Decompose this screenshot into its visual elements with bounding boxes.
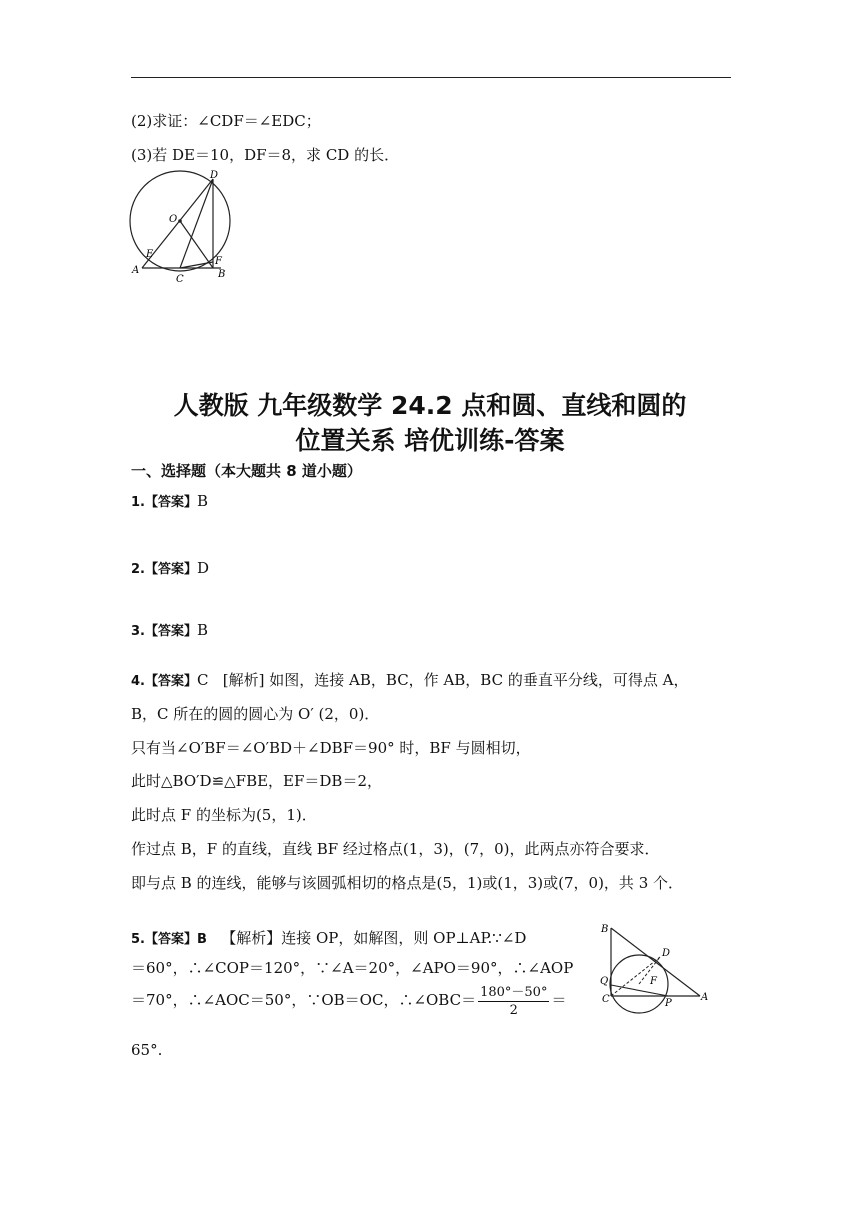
center-point	[178, 219, 182, 223]
fraction: $\frac{180^\circ-50^\circ}{2}$	[480, 984, 548, 1018]
label-a2: A	[701, 992, 709, 1003]
answer-4-line1: 4.【答案】C [解析] 如图，连接 AB，BC，作 AB，BC 的垂直平分线，可得点 A，	[131, 671, 689, 689]
answer-4-line4: 此时△BO′D≌△FBE，EF＝DB＝2，	[131, 772, 383, 790]
segment-dc	[180, 179, 213, 268]
question-3: (3)若 DE＝10，DF＝8，求 CD 的长．	[131, 146, 400, 164]
label-c2: C	[602, 994, 610, 1005]
answer-4-line7: 即与点 B 的连线，能够与该圆弧相切的格点是(5，1)或(1，3)或(7，0)，共 3 个．	[131, 874, 684, 892]
figure-circle-1	[125, 166, 235, 284]
question-2: (2)求证：∠CDF＝∠EDC；	[131, 112, 321, 130]
header-rule	[131, 77, 731, 78]
label-f: F	[215, 256, 222, 267]
label-d2: D	[662, 948, 671, 959]
label-e: E	[146, 249, 154, 260]
answer-5-line4: 65°.	[131, 1041, 163, 1059]
label-p: P	[665, 998, 672, 1009]
label-c: C	[176, 274, 184, 284]
label-a: A	[132, 265, 140, 276]
answer-5-line2: ＝60°，∴∠COP＝120°，∵∠A＝20°，∠APO＝90°，∴∠AOP	[131, 959, 574, 977]
answer-5-line3: ＝70°，∴∠AOC＝50°，∵OB＝OC，∴∠OBC＝ $\frac{180^\circ-50^\circ}{2}$ ＝	[131, 984, 567, 1018]
answer-3: 3.【答案】B	[131, 621, 209, 639]
label-b2: B	[601, 924, 609, 935]
segment-oc	[180, 221, 213, 268]
answer-title-line1: 人教版 九年级数学 24.2 点和圆、直线和圆的	[173, 391, 687, 420]
answer-5-line1: 5.【答案】B 【解析】连接 OP，如解图，则 OP⊥AP.∵∠D	[131, 929, 527, 947]
label-o: O	[169, 214, 178, 225]
answer-title-line2: 位置关系 培优训练-答案	[295, 426, 565, 455]
segment-cf	[180, 262, 213, 268]
figure-circle-2	[598, 920, 714, 1020]
answer-1: 1.【答案】B	[131, 492, 209, 510]
label-q: Q	[600, 976, 609, 987]
answer-2: 2.【答案】D	[131, 559, 210, 577]
answer-4-line2: B，C 所在的圆的圆心为 O′ (2，0)．	[131, 705, 380, 723]
label-f2: F	[650, 976, 657, 987]
answer-4-line5: 此时点 F 的坐标为(5，1)．	[131, 806, 317, 824]
label-b: B	[218, 269, 226, 280]
answer-4-line3: 只有当∠O′BF＝∠O′BD＋∠DBF＝90° 时，BF 与圆相切，	[131, 739, 531, 757]
section-heading: 一、选择题（本大题共 8 道小题）	[131, 462, 362, 480]
answer-4-line6: 作过点 B，F 的直线，直线 BF 经过格点(1，3)，(7，0)，此两点亦符合要求．	[131, 840, 660, 858]
label-d: D	[210, 170, 219, 181]
segment-qp	[611, 985, 668, 996]
